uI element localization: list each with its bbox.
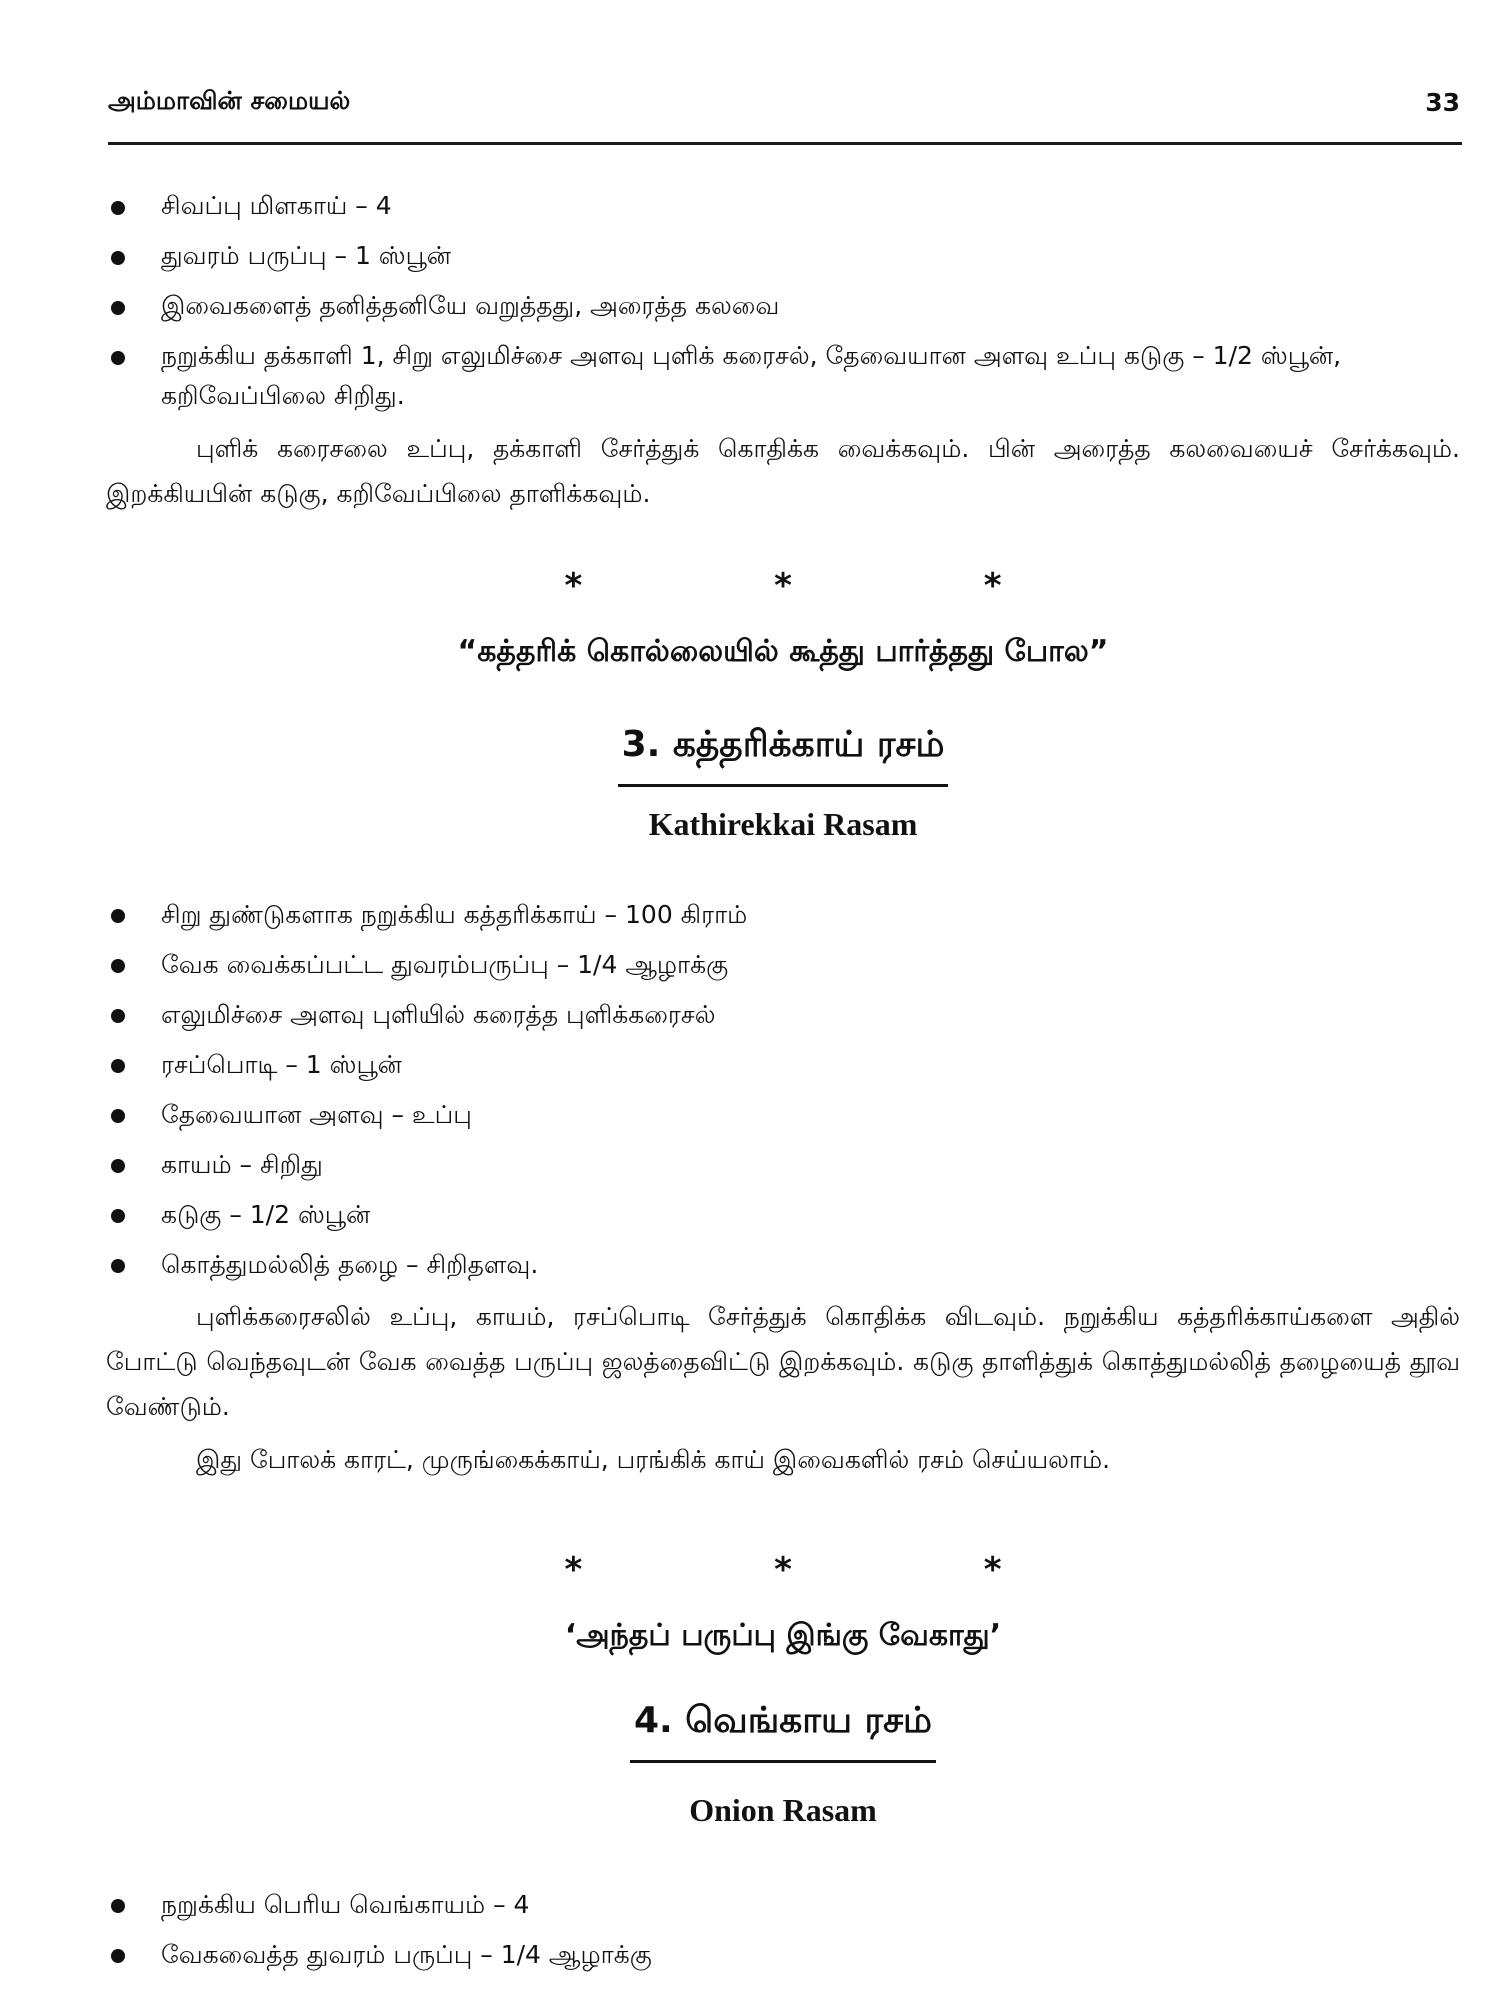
ingredient-list	[106, 1884, 1460, 1975]
ingredient-item: ரசப்பொடி – 1 ஸ்பூன்	[106, 1044, 1460, 1085]
header-rule	[108, 142, 1462, 145]
ingredient-item: நறுக்கிய தக்காளி 1, சிறு எலுமிச்சை அளவு புளிக் கரைசல், தேவையான அளவு உப்பு கடுகு – 1/2 ஸ்பூன், கறிவேப்பிலை சிறிது.	[106, 336, 1460, 416]
ingredient-item: வேகவைத்த துவரம் பருப்பு – 1/4 ஆழாக்கு	[106, 1934, 1460, 1975]
ingredient-item: எலுமிச்சை அளவு புளியில் கரைத்த புளிக்கரைசல்	[106, 994, 1460, 1035]
recipe-english-title: Onion Rasam	[689, 1792, 877, 1828]
recipe-title: 4. வெங்காய ரசம்	[630, 1700, 936, 1763]
ingredient-item: சிறு துண்டுகளாக நறுக்கிய கத்தரிக்காய் – 100 கிராம்	[106, 894, 1460, 935]
section-divider: * * *	[564, 566, 1092, 606]
proverb-quote: “கத்தரிக் கொல்லையில் கூத்து பார்த்தது போல”	[457, 634, 1109, 669]
recipe-body	[106, 894, 1460, 1482]
ingredient-item: நறுக்கிய பெரிய வெங்காயம் – 4	[106, 1884, 1460, 1925]
page-number: 33	[1425, 88, 1460, 117]
recipe-heading	[106, 1700, 1460, 1763]
ingredient-item: கடுகு – 1/2 ஸ்பூன்	[106, 1194, 1460, 1235]
method-paragraph: புளிக்கரைசலில் உப்பு, காயம், ரசப்பொடி சேர்த்துக் கொதிக்க விடவும். நறுக்கிய கத்தரிக்காய்களை அதில் போட்டு வெந்தவுடன் வேக வைத்த பருப்பு ஜலத்தைவிட்டு இறக்கவும். கடுகு தாளித்துக் கொத்துமல்லித் தழையைத் தூவ வேண்டும்.	[106, 1302, 1460, 1421]
recipe-title: 3. கத்தரிக்காய் ரசம்	[618, 724, 949, 787]
ingredient-item: வேக வைக்கப்பட்ட துவரம்பருப்பு – 1/4 ஆழாக்கு	[106, 944, 1460, 985]
ingredient-item: கொத்துமல்லித் தழை – சிறிதளவு.	[106, 1244, 1460, 1285]
recipe-body	[106, 1884, 1460, 1984]
ingredient-item: தேவையான அளவு – உப்பு	[106, 1094, 1460, 1135]
ingredient-item: துவரம் பருப்பு – 1 ஸ்பூன்	[106, 236, 1460, 276]
ingredient-item: இவைகளைத் தனித்தனியே வறுத்தது, அரைத்த கலவை	[106, 286, 1460, 326]
method-paragraph: புளிக் கரைசலை உப்பு, தக்காளி சேர்த்துக் கொதிக்க வைக்கவும். பின் அரைத்த கலவையைச் சேர்க்கவும். இறக்கியபின் கடுகு, கறிவேப்பிலை தாளிக்கவும்.	[106, 434, 1460, 508]
recipe-heading	[106, 724, 1460, 787]
recipe-english-title: Kathirekkai Rasam	[648, 806, 918, 842]
previous-recipe-continued	[106, 186, 1460, 516]
proverb-quote: ‘அந்தப் பருப்பு இங்கு வேகாது’	[564, 1618, 1002, 1653]
running-head	[108, 86, 1460, 119]
section-divider: * * *	[564, 1550, 1092, 1590]
book-title: அம்மாவின் சமையல்	[108, 86, 351, 115]
ingredient-list	[106, 186, 1460, 416]
ingredient-item: சிவப்பு மிளகாய் – 4	[106, 186, 1460, 226]
note-paragraph: இது போலக் காரட், முருங்கைக்காய், பரங்கிக் காய் இவைகளில் ரசம் செய்யலாம்.	[196, 1445, 1111, 1474]
ingredient-item: காயம் – சிறிது	[106, 1144, 1460, 1185]
ingredient-list	[106, 894, 1460, 1285]
